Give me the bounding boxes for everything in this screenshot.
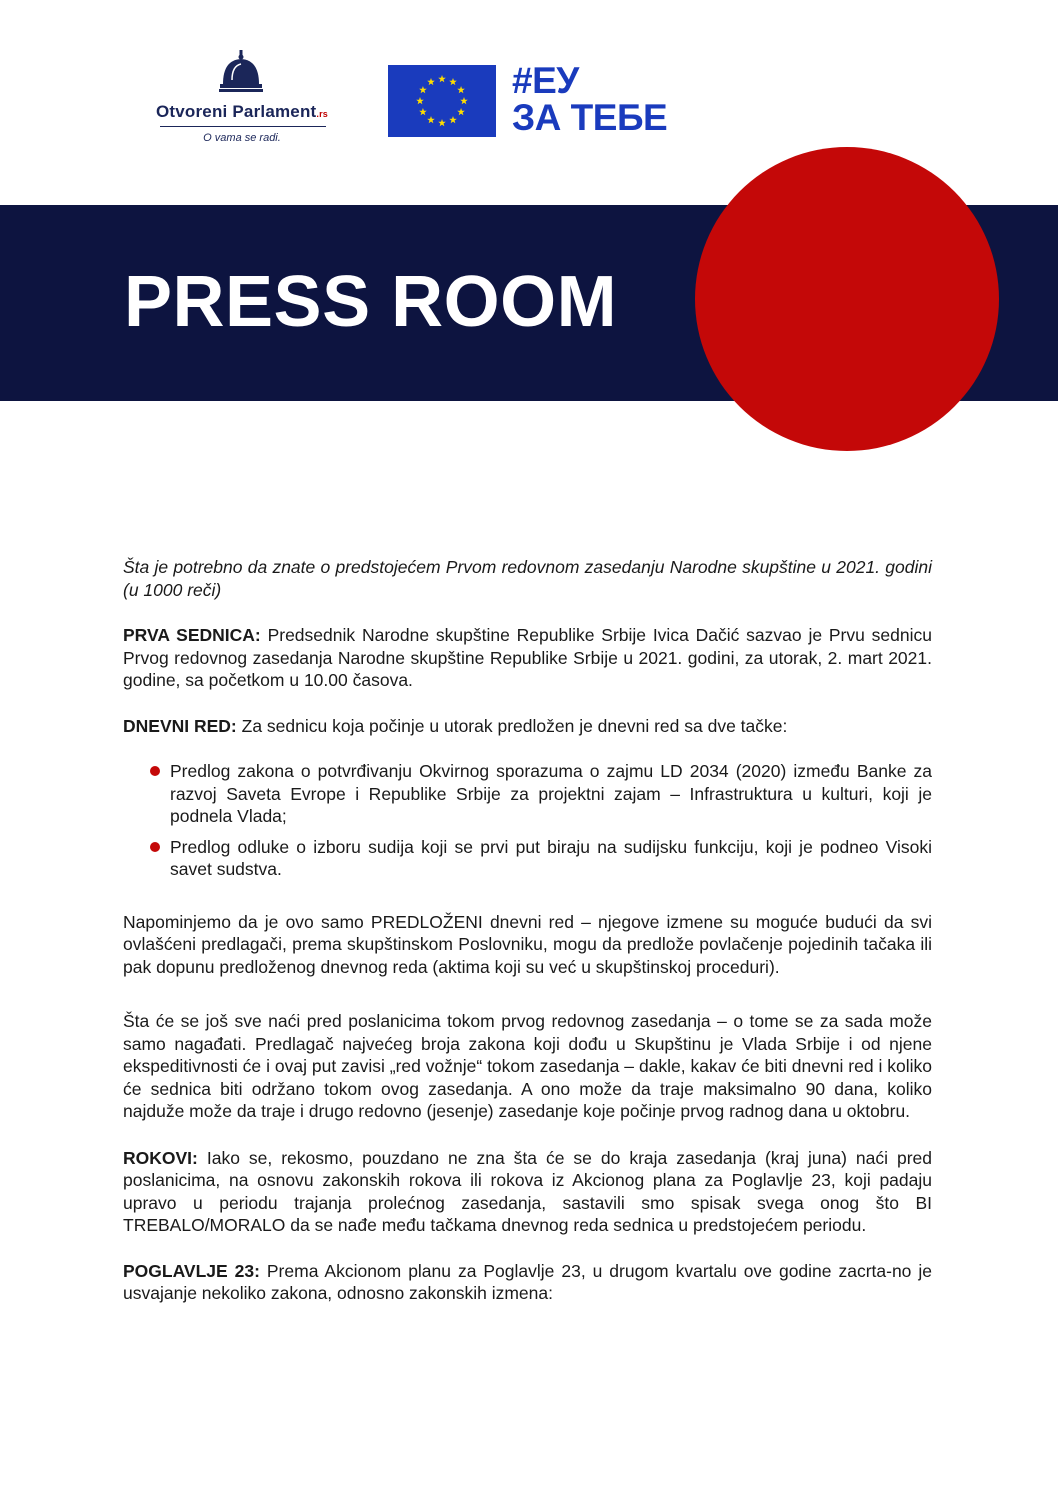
prva-sednica-paragraph (123, 624, 932, 692)
intro-paragraph: Šta je potrebno da znate o predstojećem Prvom redovnom zasedanju Narodne skupštine u 2021. godini (u 1000 reči) (123, 557, 932, 600)
parliament-dome-icon (219, 50, 263, 94)
page-title: PRESS ROOM (124, 262, 618, 342)
dnevni-red-label: DNEVNI RED: (123, 715, 237, 736)
org-name: Otvoreni Parlament.rs (155, 102, 329, 121)
eu-hashtag-line1: #ЕУ (512, 60, 579, 101)
bullet-icon (150, 766, 160, 776)
agenda-item-text: Predlog zakona o potvrđivanju Okvirnog sporazuma o zajmu LD 2034 (2020) između Banke za razvoj Saveta Evrope i Republike Srbije za projektni zajam – Infrastruktura u kulturi, koji je podnela Vlada; (170, 761, 932, 826)
agenda-list (123, 760, 932, 881)
article-body (123, 556, 932, 1305)
prva-sednica-label: PRVA SEDNICA: (123, 625, 261, 645)
rokovi-paragraph (123, 1147, 932, 1237)
eu-hashtag-line2: ЗА ТЕБЕ (512, 97, 668, 138)
prva-sednica-text: Predsednik Narodne skupštine Republike Srbije Ivica Dačić sazvao je Prvu sednicu Prvog redovnog zasedanja Narodne skupštine Republike Srbije u 2021. godini, za utorak, 2. mart 2021. godine, sa početkom u 10.00 časova. (123, 625, 932, 690)
dnevni-red-text: Za sednicu koja počinje u utorak predložen je dnevni red sa dve tačke: (236, 715, 788, 736)
org-domain-suffix: .rs (316, 109, 329, 119)
eu-flag-icon (388, 65, 496, 137)
napomena-paragraph: Napominjemo da je ovo samo PREDLOŽENI dnevni red – njegove izmene su moguće budući da svi ovlašćeni predlagači, prema skupštinskom Poslovniku, mogu da predlože povlačenje pojedinih tačaka ili pak dopunu predloženog dnevnog reda (aktima koji su već u skupštinskoj proceduri). (123, 911, 932, 977)
red-circle-decoration (695, 147, 999, 451)
otvoreni-parlament-logo (152, 50, 332, 150)
poglavlje-paragraph (123, 1260, 932, 1305)
poglavlje-label: POGLAVLJE 23: (123, 1260, 260, 1281)
org-slogan: O vama se radi. (203, 132, 281, 144)
rokovi-text: Iako se, rekosmo, pouzdano ne zna šta će se do kraja zasedanja (kraj juna) naći pred poslanicima, na osnovu zakonskih rokova ili rokova iz Akcionog plana za Poglavlje 23, koji padaju upravo u periodu trajanja prolećnog zasedanja, sastavili smo spisak svega onog što BI TREBALO/MORALO da se nađe među tačkama dnevnog reda sednica u predstojećem periodu. (123, 1147, 932, 1235)
list-item (170, 836, 932, 881)
agenda-item-text: Predlog odluke o izboru sudija koji se prvi put biraju na sudijsku funkciju, koji je podneo Visoki savet sudstva. (170, 836, 932, 879)
rokovi-label: ROKOVI: (123, 1147, 198, 1168)
bullet-icon (150, 842, 160, 852)
logo-divider (160, 126, 326, 127)
zasedanje-paragraph: Šta će se još sve naći pred poslanicima tokom prvog redovnog zasedanja – o tome se za sada može samo nagađati. Predlagač najvećeg broja zakona koji dođu u Skupštinu je Vlada Srbije i od njene ekspeditivnosti će i ovaj put zavisi „red vožnje“ tokom zasedanja – dakle, kakav će biti dnevni red i koliko će sednica biti održano tokom ovog zasedanja. A ono može da traje maksimalno 90 dana, koliko najduže može da traje i drugo redovno (jesenje) zasedanje koje počinje prvog radnog dana u oktobru. (123, 1011, 932, 1121)
eu-hashtag-logo (512, 62, 667, 136)
list-item (170, 760, 932, 828)
dnevni-red-paragraph (123, 715, 932, 738)
poglavlje-text: Prema Akcionom planu za Poglavlje 23, u drugom kvartalu ove godine zacrta-no je usvajanje nekoliko zakona, odnosno zakonskih izmena: (123, 1260, 932, 1303)
